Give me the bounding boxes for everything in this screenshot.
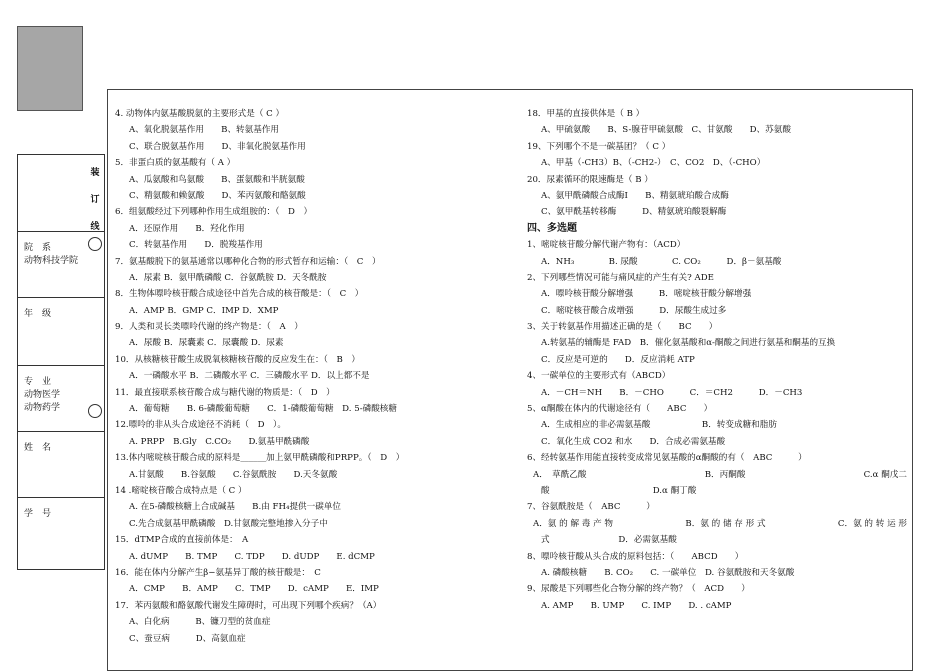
option-line: A．－CH＝NH B．－CHO C．＝CH2 D．－CH3 bbox=[541, 387, 803, 398]
option-line: A．尿素 B．氨甲酰磷酸 C．谷氨酰胺 D．天冬酰胺 bbox=[129, 272, 327, 283]
question-line: 8．生物体嘌呤核苷酸合成途径中首先合成的核苷酸是：（ C ） bbox=[115, 289, 364, 300]
option-line: A．CMP B．AMP C．TMP D．cAMP E．IMP bbox=[129, 584, 379, 595]
question-line: 9．人类和灵长类嘌呤代谢的终产物是：（ A ） bbox=[115, 322, 303, 333]
exam-content-frame bbox=[107, 89, 913, 671]
info-row-major bbox=[18, 365, 104, 415]
info-value: 动物医学 动物药学 bbox=[24, 390, 61, 413]
question-line: 19、下列哪个不是一碳基团？（ C ） bbox=[527, 141, 671, 152]
option-line: C．嘧啶核苷酸合成增强 D．尿酸生成过多 bbox=[541, 305, 727, 316]
student-info-table bbox=[17, 154, 105, 570]
question-line: 20．尿素循环的限速酶是（ B ） bbox=[527, 174, 653, 185]
question-line: 8、嘌呤核苷酸从头合成的原料包括：（ ABCD ） bbox=[527, 551, 744, 562]
left-column bbox=[115, 106, 520, 647]
option-line: C．转氨基作用 D．脱羧基作用 bbox=[129, 240, 263, 251]
question-line: 1、嘧啶核苷酸分解代谢产物有：（ACD） bbox=[527, 240, 686, 251]
option-line: C．氧化生成 CO2 和水 D．合成必需氨基酸 bbox=[541, 436, 726, 447]
option-line: C、联合脱氨基作用 D、非氧化脱氨基作用 bbox=[129, 141, 306, 152]
option-line: C、精氨酸和赖氨酸 D、苯丙氨酸和酪氨酸 bbox=[129, 190, 306, 201]
option-line: 式 D．必需氨基酸 bbox=[541, 535, 677, 546]
option-line: A．生成相应的非必需氨基酸 B．转变成糖和脂肪 bbox=[541, 420, 777, 431]
binding-char: 线 bbox=[90, 222, 100, 232]
option-text: A．氨 的 解 毒 产 物 bbox=[533, 518, 614, 529]
info-label: 学 号 bbox=[24, 509, 52, 519]
binding-char: 订 bbox=[90, 195, 100, 205]
info-row-grade bbox=[18, 297, 104, 321]
question-line: 7．氨基酸脱下的氨基通常以哪种化合物的形式暂存和运输：（ C ） bbox=[115, 256, 381, 267]
option-line: C、蚕豆病 D、高氨血症 bbox=[129, 633, 246, 644]
question-line: 7、谷氨酰胺是（ ABC ） bbox=[527, 502, 655, 513]
question-line: 15．dTMP合成的直接前体是： A bbox=[115, 535, 249, 546]
info-row-department bbox=[18, 231, 104, 268]
option-line: A．一磷酸水平 B．二磷酸水平 C．三磷酸水平 D．以上都不是 bbox=[129, 371, 370, 382]
option-line: A. PRPP B.Gly C.CO₂ D.氨基甲酰磷酸 bbox=[129, 436, 310, 447]
option-line: C、氨甲酰基转移酶 D、精氨琥珀酸裂解酶 bbox=[541, 207, 727, 218]
question-line: 9、尿酸是下列哪些化合物分解的终产物？（ ACD ） bbox=[527, 584, 750, 595]
photo-placeholder bbox=[17, 26, 83, 111]
option-line: C．反应是可逆的 D．反应消耗 ATP bbox=[541, 354, 695, 365]
section-heading: 四、多选题 bbox=[527, 222, 577, 234]
option-line: A．AMP B．GMP C．IMP D．XMP bbox=[129, 305, 279, 316]
question-line: 14 .嘧啶核苷酸合成特点是（ C ） bbox=[115, 485, 247, 496]
question-line: 6、经转氨基作用能直接转变成常见氨基酸的α酮酸的有（ ABC ） bbox=[527, 453, 807, 464]
question-line: 2、下列哪些情况可能与痛风症的产生有关? ADE bbox=[527, 272, 714, 283]
option-line: A、甲硫氨酸 B、S-腺苷甲硫氨酸 C、甘氨酸 D、苏氨酸 bbox=[541, 125, 791, 136]
option-text: A． 草酰乙酸 bbox=[533, 469, 587, 480]
option-text: B．氨 的 储 存 形 式 bbox=[685, 518, 766, 529]
question-line: 17．苯丙氨酸和酪氨酸代谢发生障碍时，可出现下列哪个疾病？（A） bbox=[115, 600, 382, 611]
info-label: 姓 名 bbox=[24, 443, 52, 453]
right-column bbox=[527, 106, 909, 614]
binding-char: 装 bbox=[90, 168, 100, 178]
option-text: C.α 酮戊二 bbox=[863, 469, 907, 480]
info-row-name bbox=[18, 431, 104, 455]
option-line: C.先合成氨基甲酰磷酸 D.甘氨酸完整地掺入分子中 bbox=[129, 518, 328, 529]
info-label: 专 业 bbox=[24, 377, 52, 387]
option-line: A. 磷酸核糖 B. CO₂ C. 一碳单位 D. 谷氨酰胺和天冬氨酸 bbox=[541, 567, 795, 578]
question-line: 16．能在体内分解产生β−氨基异丁酸的核苷酸是： C bbox=[115, 567, 321, 578]
option-line bbox=[527, 516, 909, 532]
option-line: A.转氨基的辅酶是 FAD B．催化氨基酸和α-酮酸之间进行氨基和酮基的互换 bbox=[541, 338, 836, 349]
option-line: A、白化病 B、镰刀型的贫血症 bbox=[129, 617, 271, 628]
info-label: 院 系 bbox=[24, 243, 52, 253]
option-line: A、氨甲酰磷酸合成酶Ⅰ B、精氨琥珀酸合成酶 bbox=[541, 190, 729, 201]
option-line: A. 在5-磷酸核糖上合成碱基 B.由 FH₄提供一碳单位 bbox=[129, 502, 342, 513]
option-line: A．嘌呤核苷酸分解增强 B．嘧啶核苷酸分解增强 bbox=[541, 289, 752, 300]
info-label: 年 级 bbox=[24, 309, 52, 319]
option-line: A、瓜氨酸和鸟氨酸 B、蛋氨酸和半胱氨酸 bbox=[129, 174, 305, 185]
question-line: 6．组氨酸经过下列哪种作用生成组胺的：（ D ） bbox=[115, 207, 313, 218]
question-line: 4、一碳单位的主要形式有（ABCD） bbox=[527, 371, 671, 382]
info-row-student-id bbox=[18, 497, 104, 521]
option-line: A．尿酸 B．尿囊素 C．尿囊酸 D．尿素 bbox=[129, 338, 284, 349]
info-value: 动物科技学院 bbox=[24, 256, 79, 266]
option-line bbox=[527, 467, 909, 483]
option-line: A．葡萄糖 B. 6-磷酸葡萄糖 C．1-磷酸葡萄糖 D. 5-磷酸核糖 bbox=[129, 404, 397, 415]
question-line: 13.体内嘧啶核苷酸合成的原料是______加上氨甲酰磷酸和PRPP。（ D ） bbox=[115, 453, 405, 464]
option-line: A.甘氨酸 B.谷氨酸 C.谷氨酰胺 D.天冬氨酸 bbox=[129, 469, 338, 480]
option-text: C．氨 的 转 运 形 bbox=[837, 518, 907, 529]
question-line: 12.嘌呤的非从头合成途径不消耗（ D ）。 bbox=[115, 420, 286, 431]
option-text: B．丙酮酸 bbox=[704, 469, 746, 480]
option-line: A. dUMP B. TMP C. TDP D. dUDP E. dCMP bbox=[129, 551, 375, 562]
option-line: A. AMP B. UMP C. IMP D. . cAMP bbox=[541, 600, 732, 611]
question-line: 4. 动物体内氨基酸脱氨的主要形式是（ C ） bbox=[115, 109, 285, 119]
option-line: A、氧化脱氨基作用 B、转氨基作用 bbox=[129, 125, 280, 136]
option-line: A．NH₃ B. 尿酸 C. CO₂ D．β－氨基酸 bbox=[541, 256, 782, 267]
option-line: A、甲基（-CH3）B、（-CH2-） C、CO2 D、（-CHO） bbox=[541, 158, 766, 169]
question-line: 5、α酮酸在体内的代谢途径有（ ABC ） bbox=[527, 404, 713, 415]
question-line: 18．甲基的直接供体是（ B ） bbox=[527, 109, 645, 119]
option-line: 酸 D.α 酮丁酸 bbox=[541, 485, 697, 496]
question-line: 11．最直接联系核苷酸合成与糖代谢的物质是：（ D ） bbox=[115, 387, 335, 398]
question-line: 5．非蛋白质的氨基酸有（ A ） bbox=[115, 158, 236, 169]
question-line: 10．从核糖核苷酸生成脱氧核糖核苷酸的反应发生在：（ B ） bbox=[115, 354, 360, 365]
option-line: A．还原作用 B．羟化作用 bbox=[129, 223, 245, 234]
question-line: 3、关于转氨基作用描述正确的是（ BC ） bbox=[527, 322, 718, 333]
